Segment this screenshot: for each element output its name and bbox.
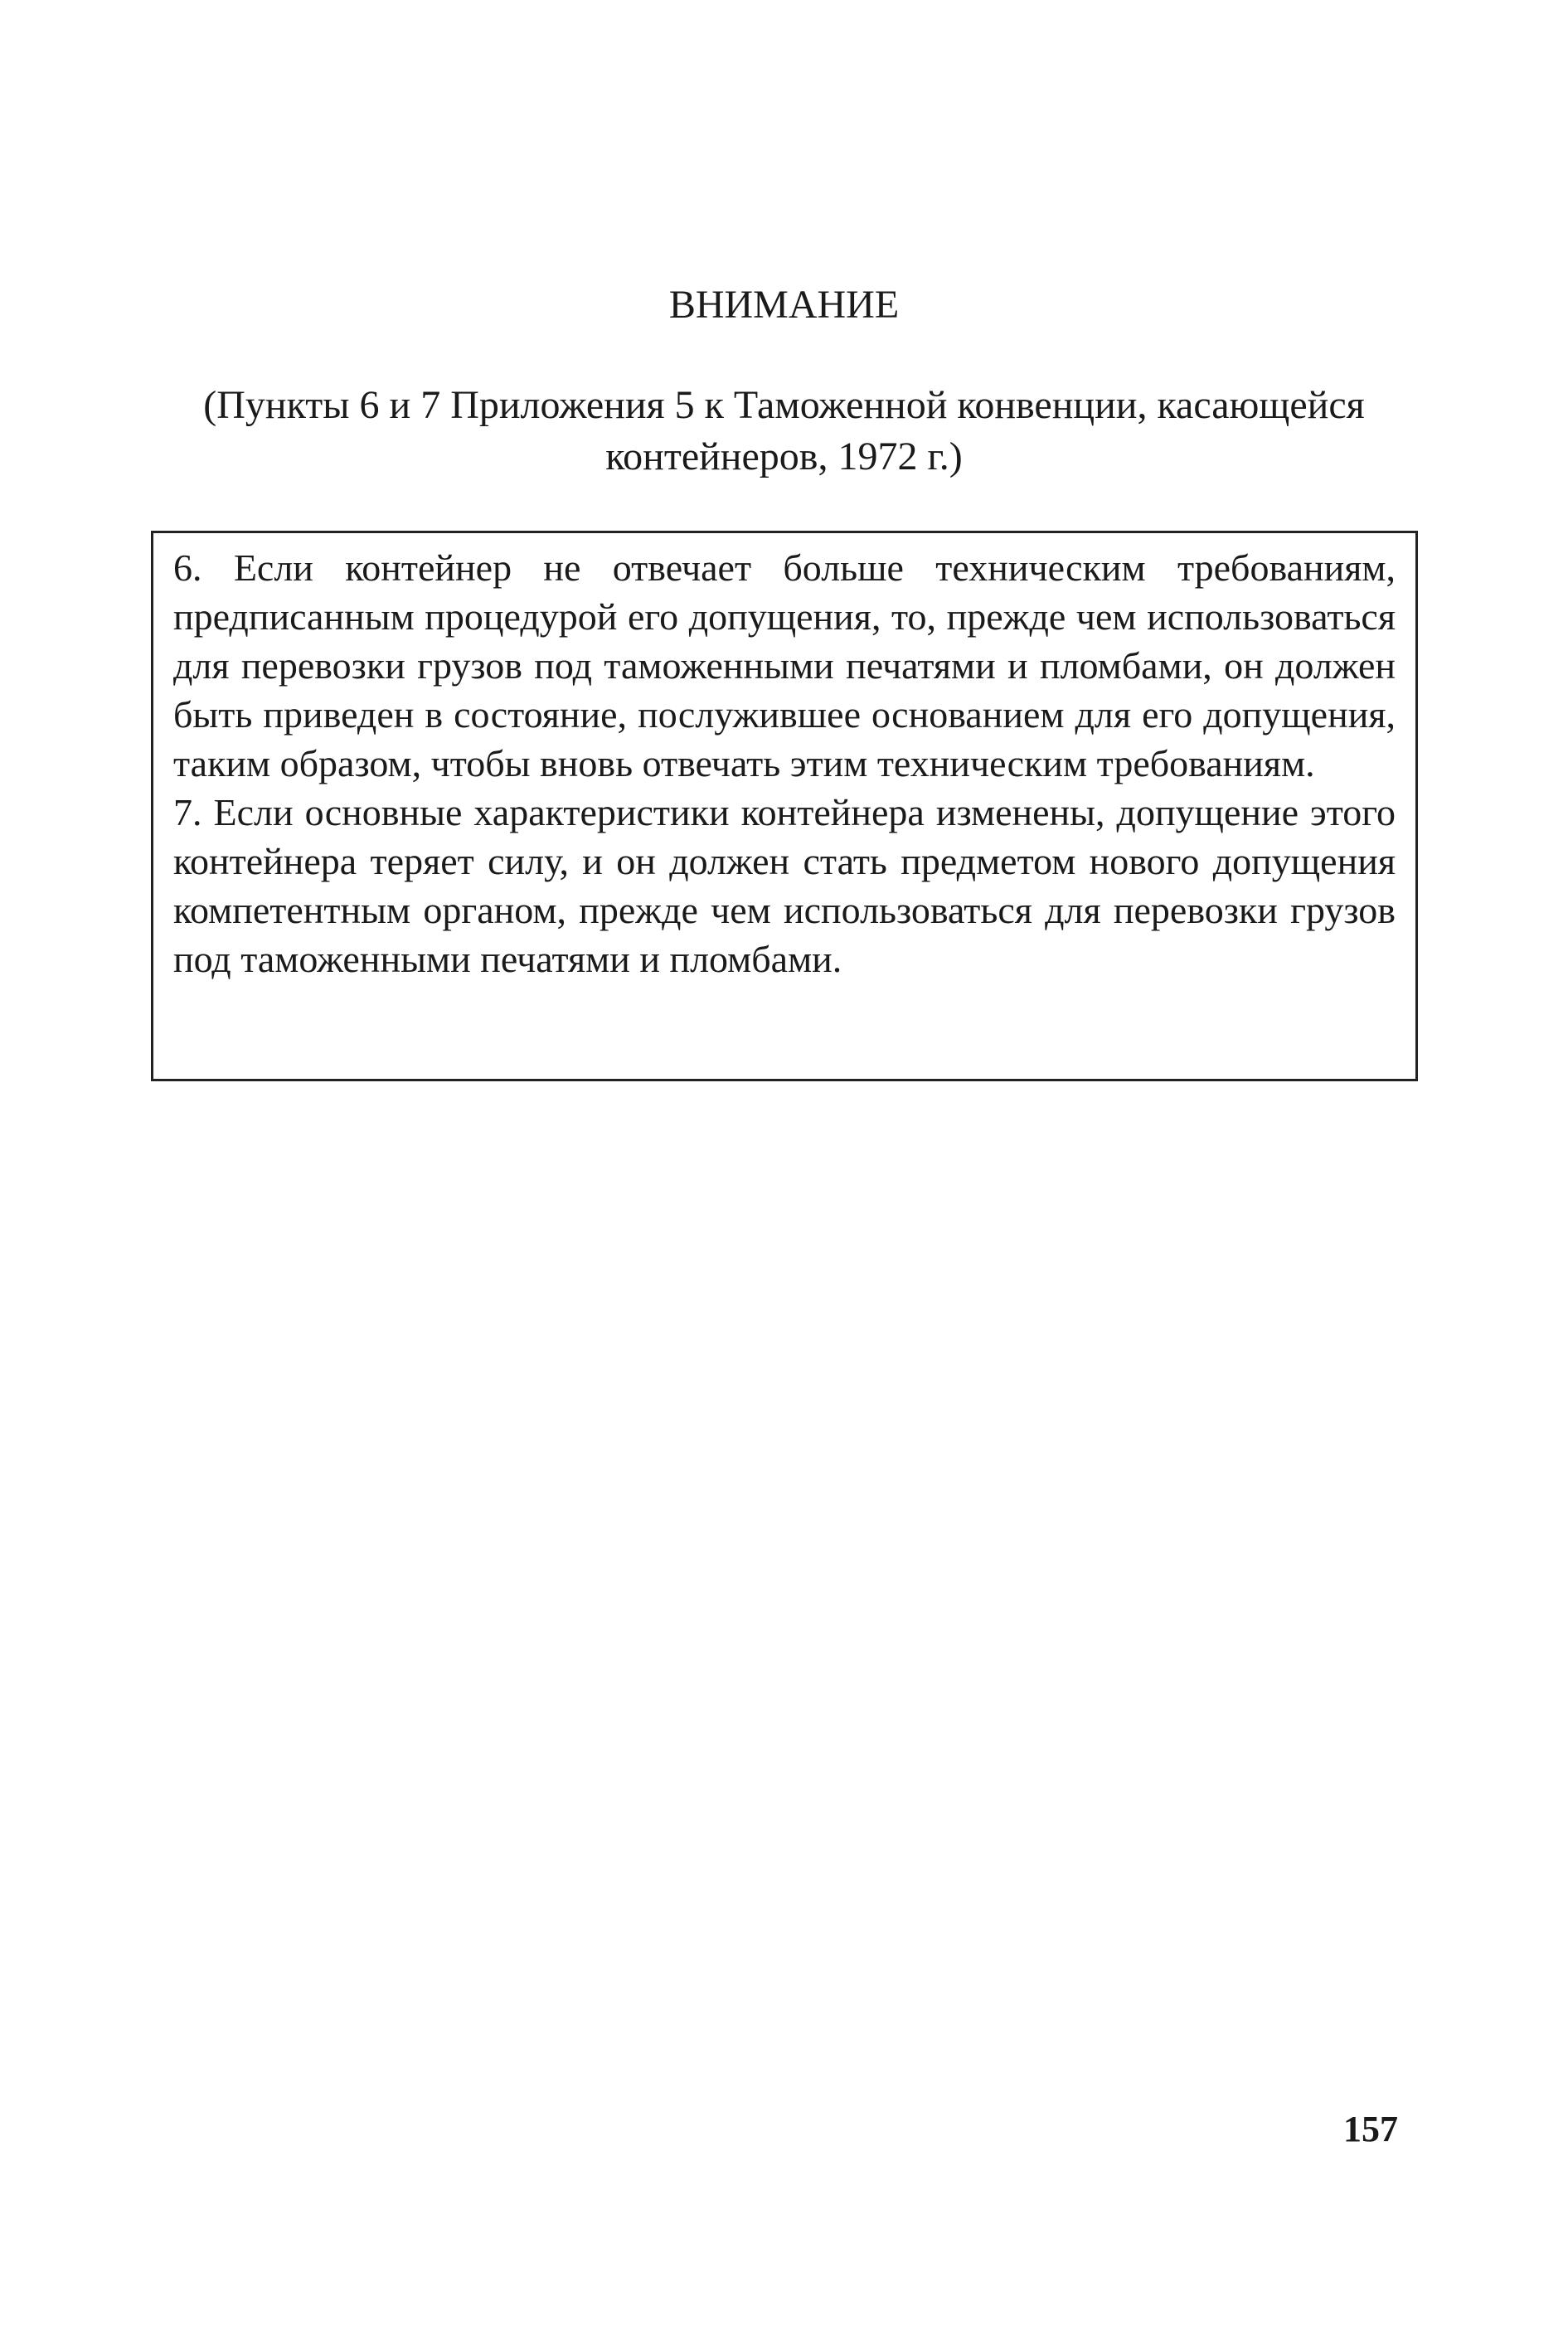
notice-heading: ВНИМАНИЕ (668, 283, 900, 327)
paragraph-item-7: 7. Если основные характеристики контейнера изменены, допущение этого контейнера теряет силу, и он должен стать предметом нового допущения компетентным органом, прежде чем использоваться для перевозки грузов под таможенными печатями и пломбами. (173, 791, 1396, 980)
paragraph-item-6: 6. Если контейнер не отвечает больше техническим требованиям, предписанным процедурой его допущения, то, прежде чем использоваться для перевозки грузов под таможенными печатями и пломбами, он должен быть приведен в состояние, послужившее основанием для его допущения, таким образом, чтобы вновь отвечать этим техническим требованиям. (173, 546, 1396, 784)
notice-subheading: (Пункты 6 и 7 Приложения 5 к Таможенной конвенции, касающейся контейнеров, 1972 г.) (203, 383, 1365, 478)
page-number: 157 (1343, 2109, 1398, 2149)
regulation-text-box (151, 531, 1418, 1081)
